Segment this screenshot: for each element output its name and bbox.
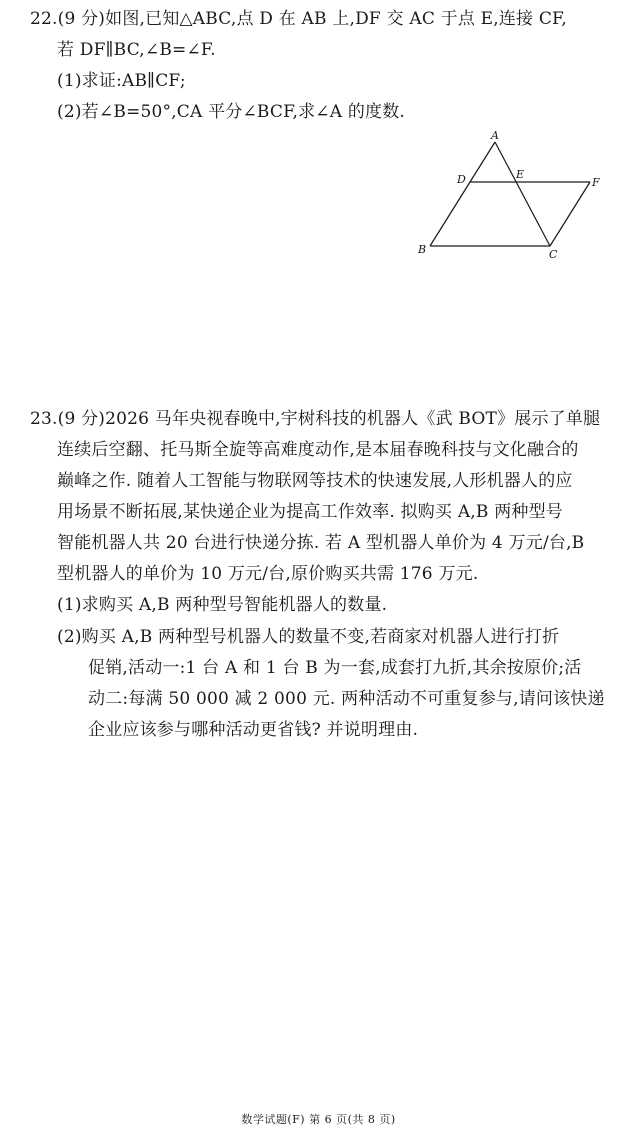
q23-part2-line1: (2)购买 A,B 两种型号机器人的数量不变,若商家对机器人进行打折 xyxy=(57,627,560,647)
label-a: A xyxy=(491,129,499,142)
triangle-diagram xyxy=(410,128,610,263)
segment-cf xyxy=(550,182,590,246)
q22-part2: (2)若∠B=50°,CA 平分∠BCF,求∠A 的度数. xyxy=(57,102,406,122)
label-f: F xyxy=(592,176,600,189)
page-footer: 数学试题(F) 第 6 页(共 8 页) xyxy=(241,1113,396,1126)
q23-stem-line5: 智能机器人共 20 台进行快递分拣. 若 A 型机器人单价为 4 万元/台,B xyxy=(57,533,585,553)
q23-stem-line6: 型机器人的单价为 10 万元/台,原价购买共需 176 万元. xyxy=(57,564,479,584)
segment-ab xyxy=(430,142,495,246)
q22-geometry-figure xyxy=(410,128,610,263)
q23-stem-line4: 用场景不断拓展,某快递企业为提高工作效率. 拟购买 A,B 两种型号 xyxy=(57,502,563,522)
q23-stem-line2: 连续后空翻、托马斯全旋等高难度动作,是本届春晚科技与文化融合的 xyxy=(57,440,579,460)
q23-part1: (1)求购买 A,B 两种型号智能机器人的数量. xyxy=(57,595,388,615)
q23-stem-line1: 23.(9 分)2026 马年央视春晚中,宇树科技的机器人《武 BOT》展示了单腿 xyxy=(30,409,601,429)
q23-stem-line3: 巅峰之作. 随着人工智能与物联网等技术的快速发展,人形机器人的应 xyxy=(57,471,573,491)
q22-stem-line2: 若 DF∥BC,∠B=∠F. xyxy=(57,40,216,60)
segment-ac xyxy=(495,142,550,246)
q23-part2-line4: 企业应该参与哪种活动更省钱? 并说明理由. xyxy=(88,720,419,740)
q22-part1: (1)求证:AB∥CF; xyxy=(57,71,186,91)
label-d: D xyxy=(457,173,466,186)
q23-part2-line3: 动二:每满 50 000 减 2 000 元. 两种活动不可重复参与,请问该快递 xyxy=(88,689,605,709)
label-e: E xyxy=(516,168,525,181)
label-c: C xyxy=(549,248,558,261)
q23-part2-line2: 促销,活动一:1 台 A 和 1 台 B 为一套,成套打九折,其余按原价;活 xyxy=(88,658,582,678)
label-b: B xyxy=(418,243,427,256)
q22-stem-line1: 22.(9 分)如图,已知△ABC,点 D 在 AB 上,DF 交 AC 于点 E,连接 CF, xyxy=(30,9,568,29)
